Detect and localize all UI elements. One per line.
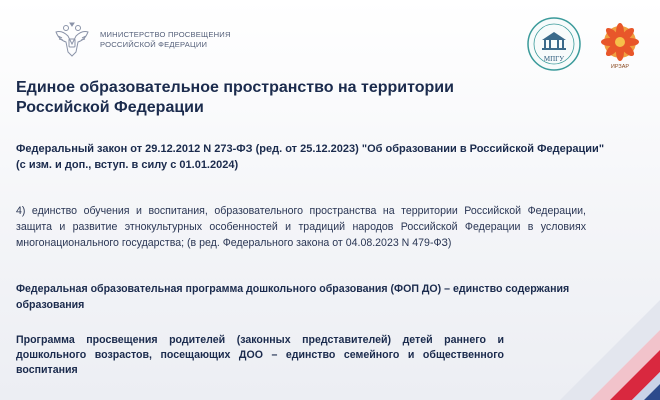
ministry-line-2: РОССИЙСКОЙ ФЕДЕРАЦИИ bbox=[100, 40, 208, 49]
irzar-flower-icon bbox=[592, 16, 648, 72]
stripe-light-grey bbox=[560, 300, 660, 400]
law-reference: Федеральный закон от 29.12.2012 N 273-ФЗ (ред. от 25.12.2023) "Об образовании в Российской Федерации" (с изм. и доп., вступ. в силу с 01.01.2024) bbox=[16, 143, 605, 171]
double-headed-eagle-icon bbox=[52, 22, 92, 58]
irzar-logo-text: ИРЗАР bbox=[610, 64, 630, 70]
ministry-header bbox=[52, 22, 231, 58]
parents-program-statement: Программа просвещения родителей (законных представителей) детей раннего и дошкольного возрастов, посещающих ДОО – единство семейного и общественного воспитания bbox=[16, 334, 504, 376]
mpgu-logo-text: МПГУ bbox=[543, 55, 565, 63]
stripe-pale-blue bbox=[632, 372, 660, 400]
stripe-red bbox=[610, 350, 660, 400]
stripe-light-red bbox=[590, 330, 660, 400]
slide-title: Единое образовательное пространство на территории Российской Федерации bbox=[16, 79, 454, 116]
ministry-line-1: МИНИСТЕРСТВО ПРОСВЕЩЕНИЯ bbox=[100, 30, 231, 39]
partner-logos bbox=[526, 16, 648, 72]
mpgu-seal-icon bbox=[526, 16, 582, 72]
ministry-name bbox=[100, 30, 231, 50]
law-item-4: 4) единство обучения и воспитания, образовательного пространства на территории Российской Федерации, защита и развитие этнокультурных особенностей и традиций народов Российской Федерации в условиях многонационального государства; (в ред. Федерального закона от 04.08.2023 N 479-ФЗ) bbox=[16, 205, 586, 249]
stripe-blue bbox=[644, 384, 660, 400]
fop-statement: Федеральная образовательная программа дошкольного образования (ФОП ДО) – единство содержания образования bbox=[16, 283, 570, 311]
